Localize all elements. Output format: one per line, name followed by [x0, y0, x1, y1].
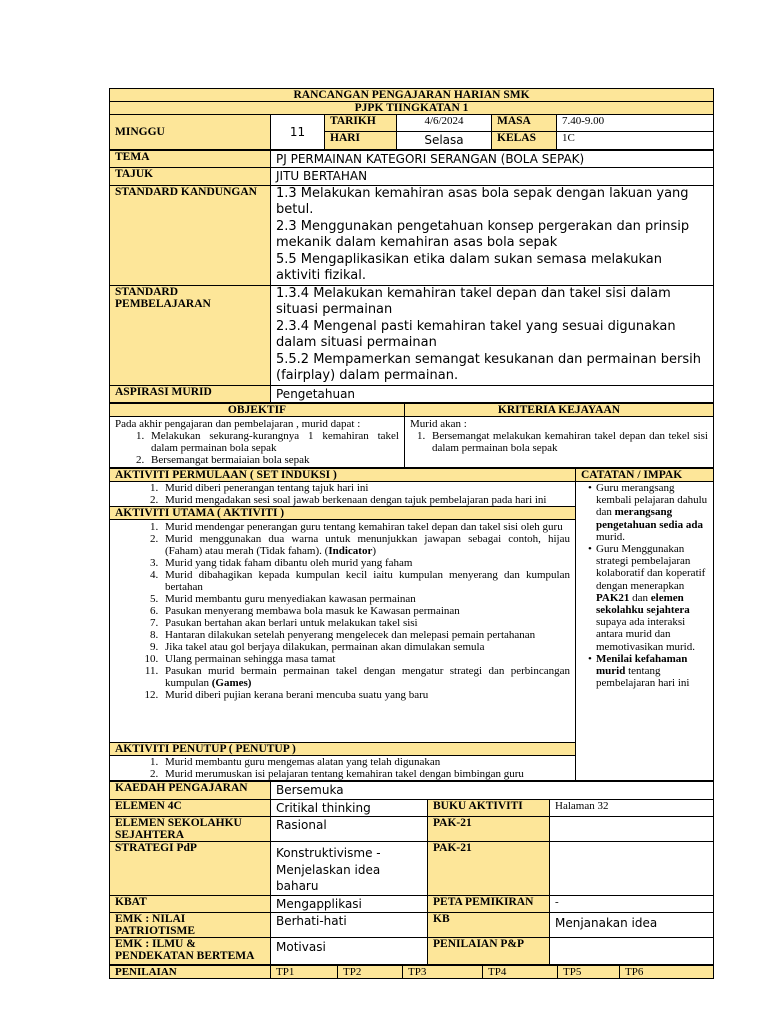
tp-cell: TP6 — [620, 966, 714, 979]
objektif-item: 1. Melakukan sekurang-kurangnya 1 kemahiran takel dalam permainan bola sepak — [147, 430, 399, 454]
permulaan-item: 2. Murid mengadakan sesi soal jawab berkenaan dengan tajuk pembelajaran pada hari ini — [161, 494, 570, 506]
objektif-content — [110, 417, 405, 468]
utama-item: 11. Pasukan murid bermain permainan takel dengan mengatur strategi dan perbincangan kumpulan (Games) — [161, 665, 570, 689]
kelas-label: KELAS — [492, 132, 557, 150]
catatan-content — [576, 482, 714, 781]
tajuk-label: TAJUK — [110, 168, 271, 186]
kelas-value: 1C — [557, 132, 714, 150]
tema-value: PJ PERMAINAN KATEGORI SERANGAN (BOLA SEPAK) — [271, 150, 714, 168]
penutup-label: AKTIVITI PENUTUP ( PENUTUP ) — [110, 743, 576, 756]
strategi-value: Konstruktivisme - Menjelaskan idea baharu — [271, 842, 428, 896]
emk-ilmu-value: Motivasi — [271, 938, 428, 965]
kriteria-content — [405, 417, 714, 468]
penilaian-pnp-label: PENILAIAN P&P — [428, 938, 550, 965]
peta-value: - — [550, 895, 714, 913]
objective-table — [109, 403, 714, 468]
tp-cell: TP2 — [338, 966, 403, 979]
permulaan-item: 1. Murid diberi penerangan tentang tajuk hari ini — [161, 482, 570, 494]
standards-table — [109, 150, 714, 404]
utama-item: 12. Murid diberi pujian kerana berani mencuba suatu yang baru — [161, 689, 570, 701]
penilaian-label: PENILAIAN — [110, 966, 271, 979]
tarikh-label: TARIKH — [325, 115, 397, 132]
hari-value: Selasa — [397, 132, 492, 150]
utama-item: 9. Jika takel atau gol berjaya dilakukan, permainan akan dimulakan semula — [161, 641, 570, 653]
sekolahku-label: ELEMEN SEKOLAHKU SEJAHTERA — [110, 817, 271, 842]
minggu-label: MINGGU — [110, 115, 271, 150]
minggu-value: 11 — [271, 115, 325, 150]
pak21b-value — [550, 842, 714, 896]
permulaan-label: AKTIVITI PERMULAAN ( SET INDUKSI ) — [110, 469, 576, 482]
catatan-item: • Guru merangsang kembali pelajaran dahulu dan merangsang pengetahuan sedia ada murid. — [596, 482, 709, 543]
lesson-plan-document — [109, 88, 713, 979]
plan-title: RANCANGAN PENGAJARAN HARIAN SMK — [110, 89, 714, 102]
kb-value: Menjanakan idea — [550, 913, 714, 938]
sk-line: 1.3 Melakukan kemahiran asas bola sepak dengan lakuan yang betul. — [276, 185, 689, 217]
sekolahku-value: Rasional — [271, 817, 428, 842]
tema-label: TEMA — [110, 150, 271, 168]
penutup-item: 2. Murid merumuskan isi pelajaran tentang kemahiran takel dengan bimbingan guru — [161, 768, 570, 780]
elemen4c-value: Critikal thinking — [271, 799, 428, 817]
aspirasi-label: ASPIRASI MURID — [110, 385, 271, 403]
masa-label: MASA — [492, 115, 557, 132]
elemen4c-label: ELEMEN 4C — [110, 799, 271, 817]
sp-line: 1.3.4 Melakukan kemahiran takel depan dan takel sisi dalam situasi permainan — [276, 285, 671, 317]
tp-cell: TP4 — [483, 966, 558, 979]
pak21b-label: PAK-21 — [428, 842, 550, 896]
sp-line: 5.5.2 Mempamerkan semangat kesukanan dan permainan bersih (fairplay) dalam permainan. — [276, 351, 701, 383]
masa-value: 7.40-9.00 — [557, 115, 714, 132]
kaedah-value: Bersemuka — [271, 782, 714, 800]
objektif-label: OBJEKTIF — [110, 404, 405, 417]
plan-subtitle: PJPK TIINGKATAN 1 — [110, 102, 714, 115]
objektif-intro: Pada akhir pengajaran dan pembelajaran , murid dapat : — [115, 418, 361, 430]
penutup-content — [110, 756, 576, 781]
kbat-value: Mengapplikasi — [271, 895, 428, 913]
objektif-item: 2. Bersemangat bermaiaian bola sepak — [147, 454, 399, 466]
emk-nilai-label: EMK : NILAI PATRIOTISME — [110, 913, 271, 938]
kaedah-label: KAEDAH PENGAJARAN — [110, 782, 271, 800]
kriteria-intro: Murid akan : — [410, 418, 467, 430]
standard-kandungan-label: STANDARD KANDUNGAN — [110, 185, 271, 285]
utama-item: 3. Murid yang tidak faham dibantu oleh murid yang faham — [161, 557, 570, 569]
tp-cell: TP1 — [271, 966, 338, 979]
standard-kandungan-content — [271, 185, 714, 285]
sk-line: 5.5 Mengaplikasikan etika dalam sukan semasa melakukan aktiviti fizikal. — [276, 251, 662, 283]
permulaan-content — [110, 482, 576, 507]
kbat-label: KBAT — [110, 895, 271, 913]
utama-item: 6. Pasukan menyerang membawa bola masuk ke Kawasan permainan — [161, 605, 570, 617]
tp-cell: TP3 — [403, 966, 483, 979]
pak21-value — [550, 817, 714, 842]
catatan-label: CATATAN / IMPAK — [576, 469, 714, 482]
kriteria-item: 1. Bersemangat melakukan kemahiran takel depan dan tekel sisi dalam permainan bola sepak — [428, 430, 708, 454]
catatan-item: • Guru Menggunakan strategi pembelajaran kolaboratif dan koperatif dengan menerapkan PAK21 dan elemen sekolahku sejahtera supaya ada interaksi antara murid dan memotivasikan murid. — [596, 543, 709, 653]
activities-table — [109, 468, 714, 781]
pak21-label: PAK-21 — [428, 817, 550, 842]
utama-item: 4. Murid dibahagikan kepada kumpulan kecil iaitu kumpulan menyerang dan kumpulan bertahan — [161, 569, 570, 593]
penilaian-pnp-value — [550, 938, 714, 965]
sk-line: 2.3 Menggunakan pengetahuan konsep pergerakan dan prinsip mekanik dalam kemahiran asas bola sepak — [276, 218, 690, 250]
penutup-item: 1. Murid membantu guru mengemas alatan yang telah digunakan — [161, 756, 570, 768]
bottom-table — [109, 781, 714, 965]
peta-label: PETA PEMIKIRAN — [428, 895, 550, 913]
buku-value: Halaman 32 — [550, 799, 714, 817]
utama-item: 2. Murid menggunakan dua warna untuk menunjukkan jawapan sebagai contoh, hijau (Faham) atau merah (Tidak faham). (Indicator) — [161, 533, 570, 557]
tp-cell: TP5 — [558, 966, 620, 979]
strategi-label: STRATEGI PdP — [110, 842, 271, 896]
header-table — [109, 88, 714, 150]
buku-label: BUKU AKTIVITI — [428, 799, 550, 817]
utama-item: 10. Ulang permainan sehingga masa tamat — [161, 653, 570, 665]
utama-label: AKTIVITI UTAMA ( AKTIVITI ) — [110, 507, 576, 520]
penilaian-table — [109, 965, 714, 979]
utama-item: 7. Pasukan bertahan akan berlari untuk melakukan takel sisi — [161, 617, 570, 629]
emk-ilmu-label: EMK : ILMU & PENDEKATAN BERTEMA — [110, 938, 271, 965]
kriteria-label: KRITERIA KEJAYAAN — [405, 404, 714, 417]
standard-pembelajaran-content — [271, 285, 714, 385]
tarikh-value: 4/6/2024 — [397, 115, 492, 132]
utama-item: 5. Murid membantu guru menyediakan kawasan permainan — [161, 593, 570, 605]
hari-label: HARI — [325, 132, 397, 150]
utama-content — [110, 520, 576, 743]
standard-pembelajaran-label: STANDARD PEMBELAJARAN — [110, 285, 271, 385]
utama-item: 8. Hantaran dilakukan setelah penyerang mengelecek dan melepasi pemain pertahanan — [161, 629, 570, 641]
kb-label: KB — [428, 913, 550, 938]
aspirasi-value: Pengetahuan — [271, 385, 714, 403]
sp-line: 2.3.4 Mengenal pasti kemahiran takel yang sesuai digunakan dalam situasi permainan — [276, 318, 676, 350]
catatan-item: • Menilai kefahaman murid tentang pembelajaran hari ini — [596, 653, 709, 690]
emk-nilai-value: Berhati-hati — [271, 913, 428, 938]
utama-item: 1. Murid mendengar penerangan guru tentang kemahiran takel depan dan takel sisi oleh guru — [161, 521, 570, 533]
tajuk-value: JITU BERTAHAN — [271, 168, 714, 186]
